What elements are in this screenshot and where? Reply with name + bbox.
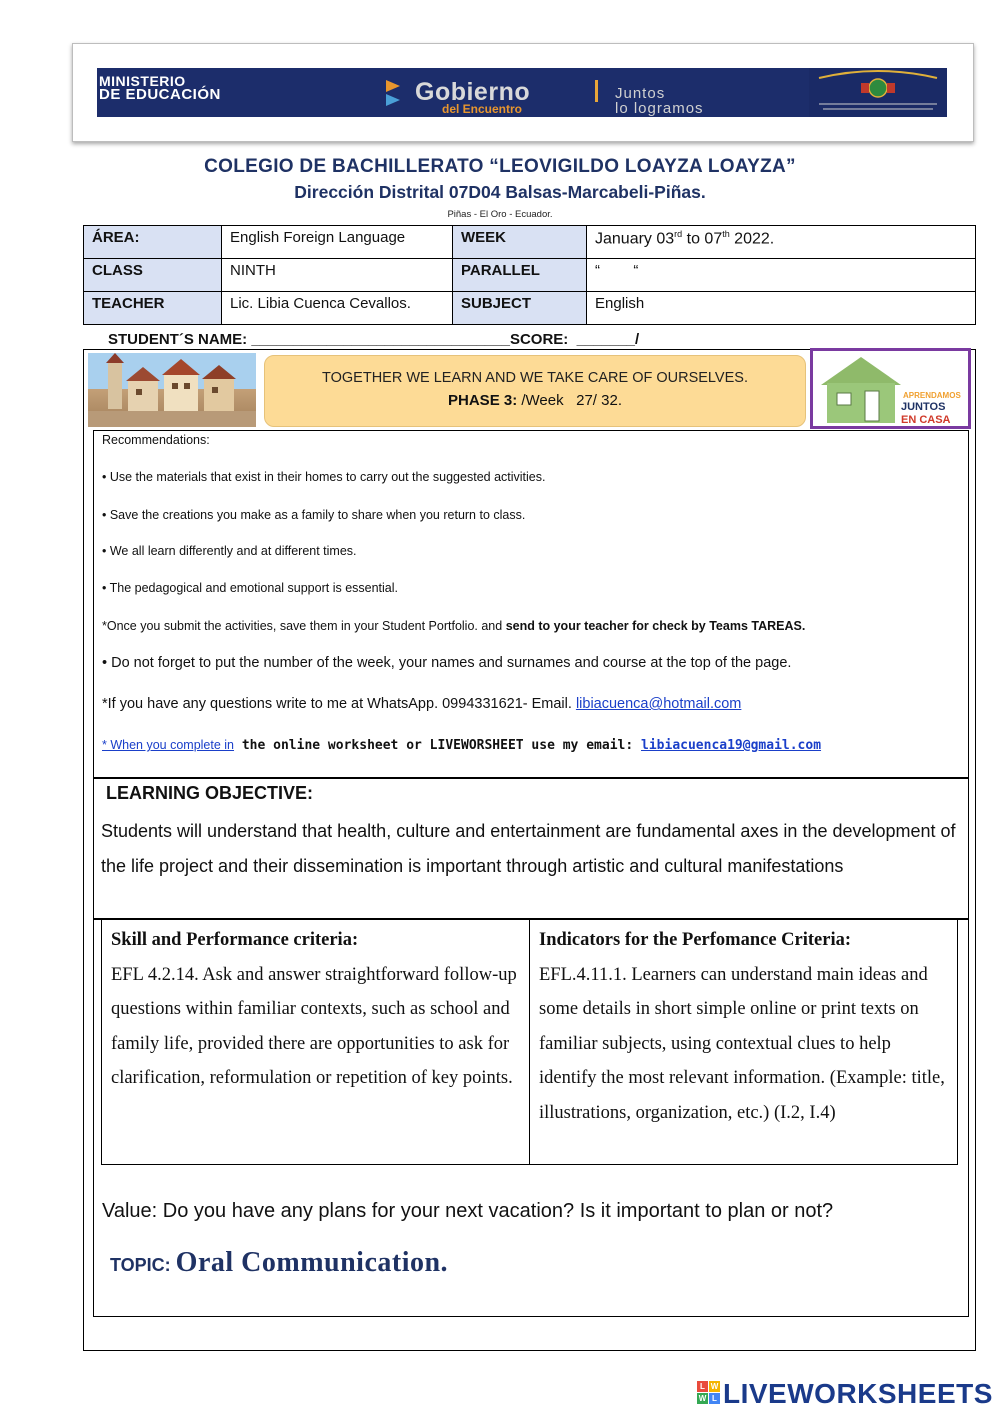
recommendations-title: Recommendations: bbox=[102, 433, 210, 447]
location-line: Piñas - El Oro - Ecuador. bbox=[447, 209, 553, 220]
logo-tile: L bbox=[697, 1381, 708, 1392]
email-link[interactable]: libiacuenca@hotmail.com bbox=[575, 696, 742, 712]
liveworksheet-email-line: * When you complete in the online worksheet or LIVEWORSHEET use my email: libiacuenca19@gmail.com bbox=[102, 738, 822, 753]
ministry-line2: DE EDUCACIÓN bbox=[99, 86, 221, 103]
area-label: ÁREA: bbox=[84, 226, 222, 259]
student-name-score-line[interactable]: STUDENT´S NAME: _______________________________SCORE: _______/ bbox=[108, 331, 640, 348]
teacher-value: Lic. Libia Cuenca Cevallos. bbox=[222, 292, 453, 325]
logo-line3: EN CASA bbox=[901, 414, 951, 426]
indicators-cell bbox=[530, 920, 958, 1165]
teacher-label: TEACHER bbox=[84, 292, 222, 325]
learning-objective-title: LEARNING OBJECTIVE: bbox=[106, 783, 314, 803]
info-table bbox=[83, 225, 976, 325]
recommendation-item: • Use the materials that exist in their homes to carry out the suggested activities. bbox=[102, 470, 546, 484]
recommendation-item: • The pedagogical and emotional support is essential. bbox=[102, 581, 399, 595]
learning-objective-text: Students will understand that health, culture and entertainment are fundamental axes in the development of the life project and their dissemination is important through artistic and cultural manifestations bbox=[101, 821, 956, 876]
aprendamos-juntos-logo bbox=[810, 348, 971, 429]
skill-criteria-cell bbox=[102, 920, 530, 1165]
subject-value: English bbox=[587, 292, 976, 325]
class-value: NINTH bbox=[222, 259, 453, 292]
week-label: WEEK bbox=[453, 226, 587, 259]
phase-banner bbox=[264, 355, 806, 427]
logo-line1: APRENDAMOS bbox=[903, 391, 961, 400]
subject-label: SUBJECT bbox=[453, 292, 587, 325]
logo-tile: L bbox=[709, 1393, 720, 1404]
district-name: Dirección Distrital 07D04 Balsas-Marcabeli-Piñas. bbox=[294, 182, 706, 202]
school-name: COLEGIO DE BACHILLERATO “LEOVIGILDO LOAYZA LOAYZA” bbox=[204, 156, 796, 177]
juntos-line1: Juntos bbox=[615, 85, 666, 102]
recommendation-item: • Save the creations you make as a family to share when you return to class. bbox=[102, 508, 526, 522]
criteria-table bbox=[101, 919, 958, 1165]
recommendation-item: • We all learn differently and at different times. bbox=[102, 544, 357, 558]
indicators-text: EFL.4.11.1. Learners can understand main ideas and some details in short simple online or print texts on familiar subjects, using contextual clues to help identify the most relevant information. (Example: title, illustrations, organization, etc.) (I.2, I.4) bbox=[539, 964, 945, 1123]
gobierno-mark-icon bbox=[382, 76, 404, 110]
liveworksheets-wordmark: LIVEWORKSHEETS bbox=[723, 1378, 993, 1409]
info-row-area bbox=[84, 226, 976, 259]
juntos-slogan bbox=[615, 86, 704, 116]
week-names-reminder: • Do not forget to put the number of the week, your names and surnames and course at the top of the page. bbox=[102, 655, 792, 671]
week-value: January 03rd to 07th 2022. bbox=[587, 226, 976, 259]
parallel-value: “ “ bbox=[587, 259, 976, 292]
info-row-class bbox=[84, 259, 976, 292]
ministry-line1: MINISTERIO bbox=[99, 73, 186, 89]
school-seal bbox=[809, 68, 947, 117]
topic-line bbox=[110, 1247, 448, 1279]
gobierno-logo-text: Gobierno bbox=[415, 78, 531, 106]
phase-week bbox=[265, 392, 805, 409]
contact-line: *If you have any questions write to me at WhatsApp. 0994331621- Email. libiacuenca@hotmail.com bbox=[102, 696, 742, 712]
logo-line2: JUNTOS bbox=[901, 401, 946, 413]
skill-criteria-title: Skill and Performance criteria: bbox=[111, 930, 359, 950]
indicators-title: Indicators for the Perfomance Criteria: bbox=[539, 930, 851, 950]
parallel-label: PARALLEL bbox=[453, 259, 587, 292]
school-seal-icon bbox=[809, 68, 947, 117]
logo-tile: W bbox=[698, 1394, 707, 1403]
skill-criteria-text: EFL 4.2.14. Ask and answer straightforward follow-up questions within familiar contexts, such as school and family life, provided there are opportunities to ask for clarification, reformulation or repetition of key points. bbox=[111, 964, 517, 1088]
liveworksheets-icon bbox=[697, 1381, 721, 1405]
header-banner bbox=[97, 68, 947, 117]
phase-motto: TOGETHER WE LEARN AND WE TAKE CARE OF OURSELVES. bbox=[322, 370, 748, 386]
class-label: CLASS bbox=[84, 259, 222, 292]
town-image bbox=[88, 353, 256, 427]
info-row-teacher bbox=[84, 292, 976, 325]
phase-label: PHASE 3: bbox=[448, 392, 518, 409]
topic-title: Oral Communication. bbox=[175, 1247, 449, 1278]
complete-in-link[interactable]: * When you complete in bbox=[102, 738, 235, 752]
ministry-logo bbox=[99, 74, 221, 102]
topic-label: TOPIC: bbox=[110, 1255, 176, 1275]
juntos-line2: lo logramos bbox=[615, 100, 704, 117]
banner-separator bbox=[595, 80, 598, 102]
portfolio-note: *Once you submit the activities, save them in your Student Portfolio. and send to your teacher for check by Teams TAREAS. bbox=[102, 619, 806, 633]
town-illustration-icon bbox=[88, 353, 256, 427]
gobierno-logo-subtext: del Encuentro bbox=[442, 102, 523, 116]
value-question: Value: Do you have any plans for your next vacation? Is it important to plan or not? bbox=[102, 1200, 834, 1222]
phase-value: /Week 27/ 32. bbox=[517, 392, 622, 409]
logo-tile: W bbox=[710, 1382, 719, 1391]
area-value: English Foreign Language bbox=[222, 226, 453, 259]
gmail-link[interactable]: libiacuenca19@gmail.com bbox=[641, 738, 822, 753]
